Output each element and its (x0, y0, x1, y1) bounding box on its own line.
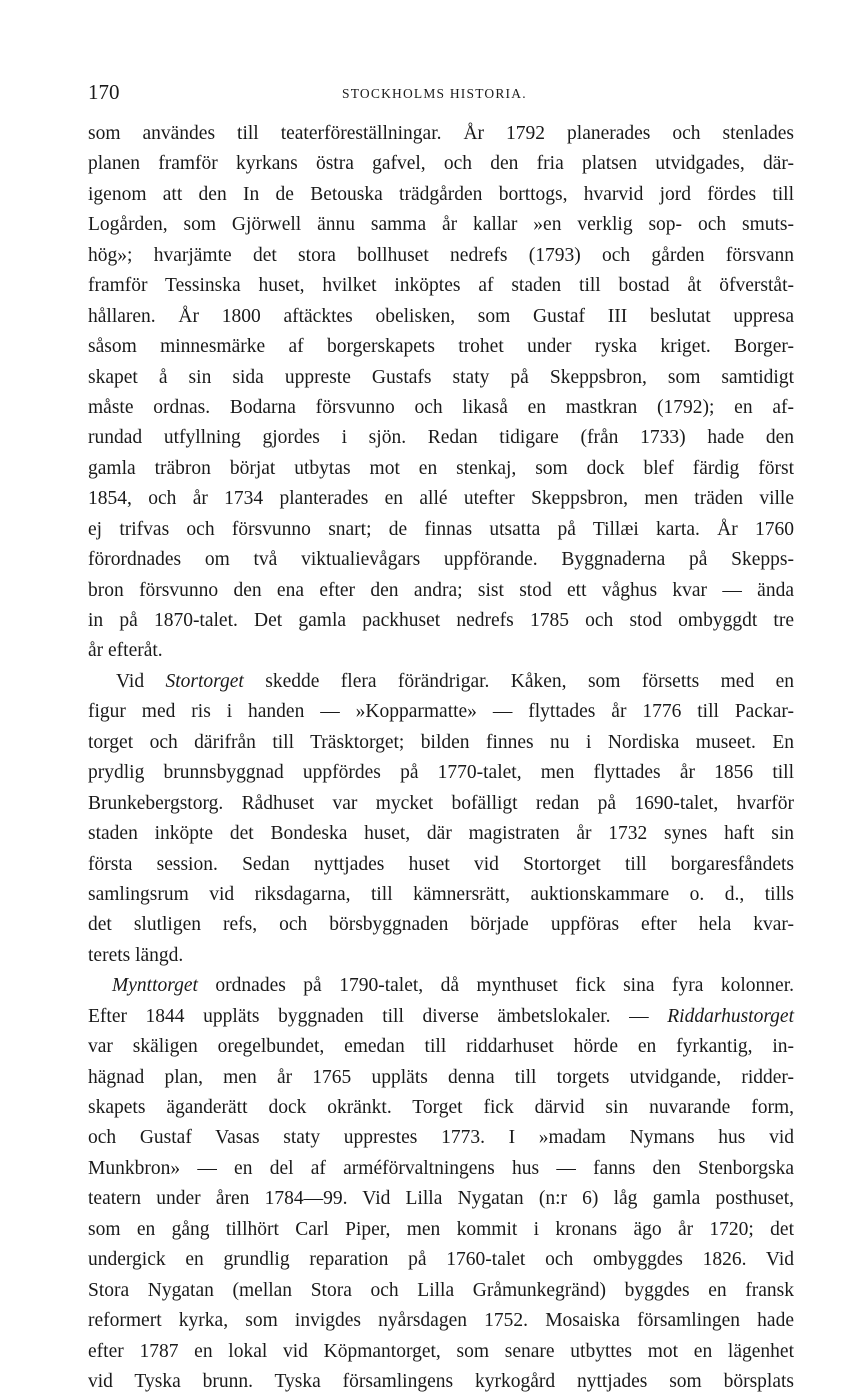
text-line: staden inköpte det Bondeska huset, där magistraten år 1732 synes haft sin (88, 823, 794, 845)
stortorget-term: Stortorget (165, 670, 244, 692)
text-line: Brunkebergstorg. Rådhuset var mycket bofälligt redan på 1690-talet, hvarför (88, 792, 794, 814)
text-line: var skäligen oregelbundet, emedan till riddarhuset hörde en fyrkantig, in- (88, 1036, 794, 1058)
paragraph-stortorget (88, 667, 794, 697)
text-line: Stora Nygatan (mellan Stora och Lilla Gråmunkegränd) byggdes en fransk (88, 1279, 794, 1301)
text-line: figur med ris i handen — »Kopparmatte» — flyttades år 1776 till Packar- (88, 701, 794, 723)
text-line: 1854, och år 1734 planterades en allé utefter Skeppsbron, men träden ville (88, 488, 794, 510)
text-line: Munkbron» — en del af arméförvaltningens hus — fanns den Stenborgska (88, 1157, 794, 1179)
text-line: framför Tessinska huset, hvilket inköptes af staden till bostad åt öfverståt- (88, 275, 794, 297)
text-line: ordnades på 1790-talet, då mynthuset fick sina fyra kolonner. (215, 975, 794, 997)
paragraph-mynttorget (88, 971, 794, 1001)
text-line: hållaren. År 1800 aftäcktes obelisken, som Gustaf III beslutat uppresa (88, 305, 794, 327)
text-line: skedde flera förändrigar. Kåken, som försetts med en (265, 670, 794, 692)
running-title: STOCKHOLMS HISTORIA. (342, 86, 527, 101)
text-line: förordnades om två viktualievågars uppförande. Byggnaderna på Skepps- (88, 549, 794, 571)
text-line: såsom minnesmärke af borgerskapets trohet under ryska kriget. Borger- (88, 336, 794, 358)
vid-word: Vid (116, 670, 145, 692)
text-line: det slutligen refs, och börsbyggnaden började uppföras efter hela kvar- (88, 914, 794, 936)
text-line: reformert kyrka, som invigdes nyårsdagen 1752. Mosaiska församlingen hade (88, 1310, 794, 1332)
text-line: som en gång tillhört Carl Piper, men kommit i kronans ägo år 1720; det (88, 1218, 794, 1240)
mynttorget-term: Mynttorget (112, 975, 198, 997)
text-line: igenom att den In de Betouska trädgården borttogs, hvarvid jord fördes till (88, 183, 794, 205)
riddarhustorget-line (88, 1002, 794, 1032)
page-number: 170 (88, 80, 120, 104)
text-line: torget och därifrån till Träsktorget; bilden finnes nu i Nordiska museet. En (88, 731, 794, 753)
text-line: samlingsrum vid riksdagarna, till kämnersrätt, auktionskammare o. d., tills (88, 883, 794, 905)
text-line: Logården, som Gjörwell ännu samma år kallar »en verklig sop- och smuts- (88, 214, 794, 236)
text-line: terets längd. (88, 944, 184, 966)
body-text (88, 119, 794, 1397)
text-line: skapet å sin sida uppreste Gustafs staty på Skeppsbron, som samtidigt (88, 366, 794, 388)
text-line: ej trifvas och försvunno snart; de finnas utsatta på Tillæi karta. År 1760 (88, 518, 794, 540)
text-line: planen framför kyrkans östra gafvel, och den fria platsen utvidgades, där- (88, 153, 794, 175)
text-line: måste ordnas. Bodarna försvunno och likaså en mastkran (1792); en af- (88, 396, 794, 418)
text-line: prydlig brunnsbyggnad uppfördes på 1770-talet, men flyttades år 1856 till (88, 762, 794, 784)
text-line: teatern under åren 1784—99. Vid Lilla Nygatan (n:r 6) låg gamla posthuset, (88, 1188, 794, 1210)
riddarhustorget-term: Riddarhustorget (667, 1005, 795, 1027)
page-header (88, 80, 794, 106)
text-line: Efter 1844 uppläts byggnaden till diverse ämbetslokaler. — (88, 1005, 649, 1027)
text-line: gamla träbron börjat utbytas mot en stenkaj, som dock blef färdig först (88, 457, 794, 479)
text-line: undergick en grundlig reparation på 1760-talet och ombyggdes 1826. Vid (88, 1249, 794, 1271)
text-line: som användes till teaterföreställningar. År 1792 planerades och stenlades (88, 123, 794, 144)
text-line: hög»; hvarjämte det stora bollhuset nedrefs (1793) och gården försvann (88, 244, 794, 266)
text-line: rundad utfyllning gjordes i sjön. Redan tidigare (från 1733) hade den (88, 427, 794, 449)
text-line: bron försvunno den ena efter den andra; sist stod ett våghus kvar — ända (88, 579, 794, 601)
text-line: första session. Sedan nyttjades huset vid Stortorget till borgaresfåndets (88, 853, 794, 875)
text-line: in på 1870-talet. Det gamla packhuset nedrefs 1785 och stod ombyggdt tre (88, 610, 794, 631)
text-line: år efteråt. (88, 640, 163, 662)
text-line: skapets äganderätt dock okränkt. Torget fick därvid sin nuvarande form, (88, 1097, 794, 1118)
text-line: vid Tyska brunn. Tyska församlingens kyrkogård nyttjades som börsplats (88, 1370, 794, 1392)
text-line: och Gustaf Vasas staty upprestes 1773. I »madam Nymans hus vid (88, 1127, 794, 1149)
text-line: efter 1787 en lokal vid Köpmantorget, som senare utbyttes mot en lägenhet (88, 1340, 794, 1362)
text-line: hägnad plan, men år 1765 uppläts denna till torgets utvidgande, ridder- (88, 1066, 794, 1088)
